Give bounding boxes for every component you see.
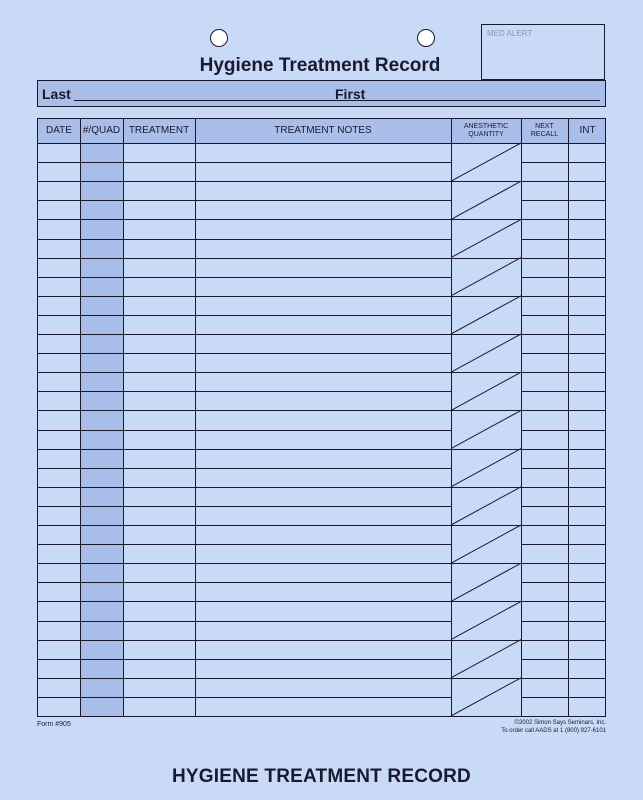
- form-number: Form #905: [37, 721, 71, 728]
- anesthetic-diagonal: [451, 258, 521, 296]
- anesthetic-diagonal: [451, 601, 521, 639]
- punch-hole-left: [210, 29, 228, 47]
- footer-info: [501, 719, 606, 735]
- med-alert-label: MED ALERT: [487, 29, 533, 38]
- header-recall-line1: NEXT: [535, 123, 554, 130]
- header-quad: #/QUAD: [82, 125, 121, 136]
- bottom-title: HYGIENE TREATMENT RECORD: [172, 766, 471, 787]
- anesthetic-diagonal: [451, 449, 521, 487]
- header-anesthetic-line2: QUANTITY: [468, 131, 504, 138]
- anesthetic-diagonal: [451, 678, 521, 716]
- med-alert-box[interactable]: [481, 24, 605, 80]
- name-bar: [37, 80, 606, 107]
- header-treatment-notes: TREATMENT NOTES: [274, 125, 372, 136]
- order-text: To order call AADS at 1 (800) 927-6101: [501, 728, 606, 734]
- header-int: INT: [579, 125, 596, 136]
- header-date: DATE: [46, 125, 72, 136]
- header-anesthetic-line1: ANESTHETIC: [463, 123, 509, 130]
- anesthetic-diagonal: [451, 143, 521, 181]
- header-recall-line2: RECALL: [530, 131, 559, 138]
- anesthetic-diagonal: [451, 525, 521, 563]
- treatment-table: [37, 118, 606, 717]
- anesthetic-diagonal: [451, 410, 521, 448]
- anesthetic-diagonal: [451, 487, 521, 525]
- first-name-label: First: [335, 86, 366, 102]
- anesthetic-diagonal: [451, 219, 521, 257]
- anesthetic-diagonals: [38, 119, 605, 716]
- anesthetic-diagonal: [451, 296, 521, 334]
- anesthetic-diagonal: [451, 181, 521, 219]
- anesthetic-diagonal: [451, 372, 521, 410]
- anesthetic-diagonal: [451, 334, 521, 372]
- form-title: Hygiene Treatment Record: [199, 55, 441, 76]
- last-name-field[interactable]: [74, 100, 372, 101]
- anesthetic-diagonal: [451, 640, 521, 678]
- copyright-text: ©2002 Simon Says Seminars, Inc.: [514, 720, 606, 726]
- anesthetic-diagonal: [451, 563, 521, 601]
- header-treatment: TREATMENT: [128, 125, 190, 136]
- punch-hole-right: [417, 29, 435, 47]
- first-name-field[interactable]: [368, 100, 600, 101]
- last-name-label: Last: [42, 86, 71, 102]
